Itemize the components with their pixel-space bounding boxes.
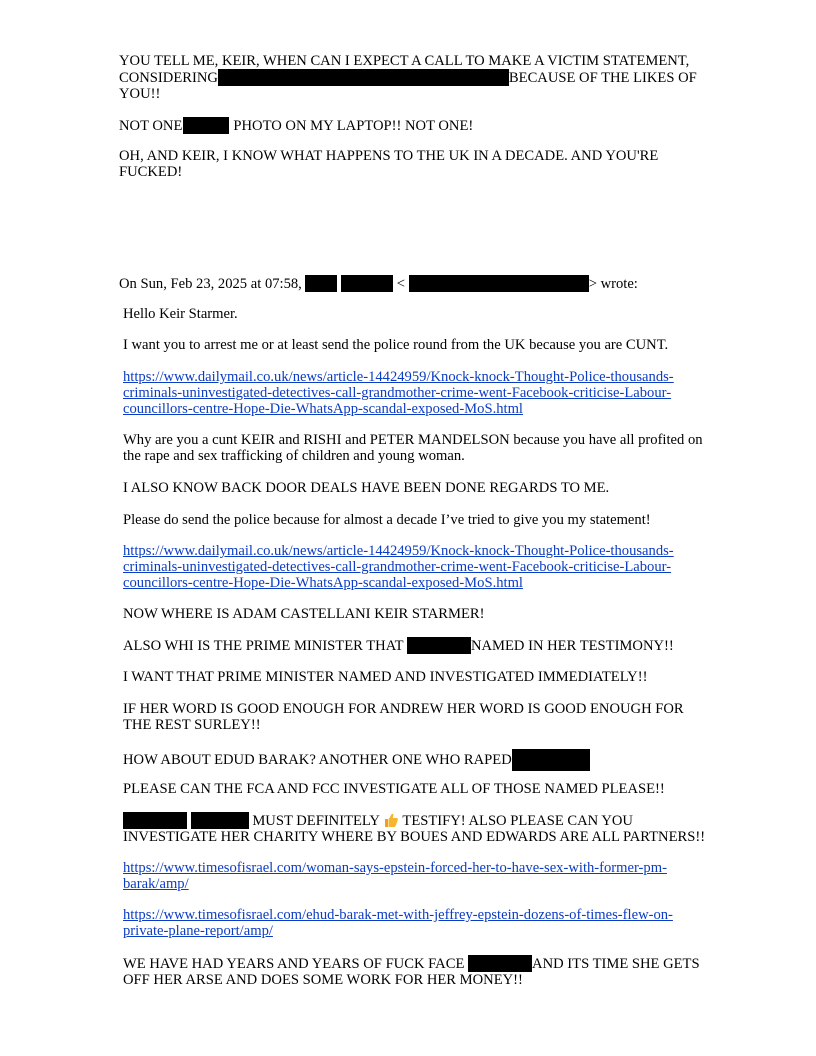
dailymail-link-2[interactable] — [123, 543, 674, 591]
fca-paragraph: PLEASE CAN THE FCA AND FCC INVESTIGATE ALL OF THOSE NAMED PLEASE!! — [123, 781, 665, 797]
link-line[interactable]: https://www.timesofisrael.com/woman-says-epstein-forced-her-to-have-sex-with-former-pm- — [123, 860, 667, 876]
text-line: YOU TELL ME, KEIR, WHEN CAN I EXPECT A CALL TO MAKE A VICTIM STATEMENT, — [119, 53, 690, 69]
thumbs-up-icon — [383, 812, 399, 828]
word-paragraph — [123, 701, 684, 733]
redaction-box — [407, 637, 471, 654]
link-line[interactable]: councillors-centre-Hope-Die-WhatsApp-scandal-exposed-MoS.html — [123, 575, 523, 591]
text-line: Why are you a cunt KEIR and RISHI and PETER MANDELSON because you have all profited on — [123, 432, 703, 448]
redaction-box — [409, 275, 589, 292]
timesofisrael-link-2[interactable] — [123, 907, 673, 939]
link-line[interactable]: councillors-centre-Hope-Die-WhatsApp-scandal-exposed-MoS.html — [123, 401, 523, 417]
text-fragment: NAMED IN HER TESTIMONY!! — [470, 638, 674, 654]
link-line[interactable]: criminals-uninvestigated-detectives-call-grandmother-crime-went-Facebook-criticise-Labour- — [123, 559, 672, 575]
redaction-box — [468, 955, 532, 972]
timesofisrael-link-1[interactable] — [123, 860, 667, 892]
text-line: FUCKED! — [119, 164, 183, 180]
text-line: OH, AND KEIR, I KNOW WHAT HAPPENS TO THE UK IN A DECADE. AND YOU'RE — [119, 148, 659, 164]
link-line[interactable]: criminals-uninvestigated-detectives-call-grandmother-crime-went-Facebook-criticise-Labour- — [123, 385, 672, 401]
link-line[interactable]: private-plane-report/amp/ — [123, 923, 273, 939]
please-paragraph: Please do send the police because for almost a decade I’ve tried to give you my statement! — [123, 512, 651, 528]
text-line: IF HER WORD IS GOOD ENOUGH FOR ANDREW HER WORD IS GOOD ENOUGH FOR — [123, 701, 684, 717]
backdoor-paragraph: I ALSO KNOW BACK DOOR DEALS HAVE BEEN DONE REGARDS TO ME. — [123, 480, 610, 496]
redaction-box — [183, 117, 229, 134]
text-line: YOU!! — [119, 86, 161, 102]
text-line — [123, 812, 705, 829]
text-fragment: < — [396, 276, 406, 292]
link-line[interactable]: barak/amp/ — [123, 876, 189, 892]
reply-paragraph-1 — [119, 53, 697, 102]
redaction-box — [512, 749, 590, 771]
text-line: the rape and sex trafficking of children and young woman. — [123, 448, 465, 464]
adam-paragraph: NOW WHERE IS ADAM CASTELLANI KEIR STARMER! — [123, 606, 485, 622]
text-fragment: ALSO WHI IS THE PRIME MINISTER THAT — [123, 638, 404, 654]
text-fragment: AND ITS TIME SHE GETS — [532, 956, 700, 972]
text-line — [119, 69, 697, 86]
text-fragment: MUST DEFINITELY — [252, 813, 380, 829]
link-line[interactable]: https://www.dailymail.co.uk/news/article-14424959/Knock-knock-Thought-Police-thousands- — [123, 369, 674, 385]
greeting: Hello Keir Starmer. — [123, 306, 238, 322]
link-line[interactable]: https://www.dailymail.co.uk/news/article-14424959/Knock-knock-Thought-Police-thousands- — [123, 543, 674, 559]
reply-paragraph-3 — [119, 148, 658, 180]
redaction-box — [305, 275, 337, 292]
text-fragment: HOW ABOUT EDUD BARAK? ANOTHER ONE WHO RAPED — [123, 752, 512, 768]
dailymail-link-1[interactable] — [123, 369, 674, 417]
text-line: THE REST SURLEY!! — [123, 717, 261, 733]
text-fragment: BECAUSE OF THE LIKES OF — [508, 70, 697, 86]
years-paragraph — [123, 955, 700, 988]
text-line: INVESTIGATE HER CHARITY WHERE BY BOUES AND EDWARDS ARE ALL PARTNERS!! — [123, 829, 706, 845]
prime-minister-paragraph — [123, 637, 674, 654]
text-line — [123, 955, 700, 972]
reply-paragraph-2 — [119, 117, 473, 134]
barak-paragraph — [123, 749, 590, 771]
text-fragment: CONSIDERING — [119, 70, 218, 86]
text-fragment: PHOTO ON MY LAPTOP!! NOT ONE! — [233, 118, 474, 134]
testify-paragraph — [123, 812, 705, 845]
redaction-box — [191, 812, 249, 829]
redaction-box — [341, 275, 393, 292]
link-line[interactable]: https://www.timesofisrael.com/ehud-barak-met-with-jeffrey-epstein-dozens-of-times-flew-on- — [123, 907, 673, 923]
arrest-paragraph: I want you to arrest me or at least send the police round from the UK because you are CUNT. — [123, 337, 669, 353]
text-fragment: TESTIFY! ALSO PLEASE CAN YOU — [402, 813, 633, 829]
why-paragraph — [123, 432, 703, 464]
quote-header — [119, 275, 638, 292]
redaction-box — [218, 69, 509, 86]
quote-header-date: On Sun, Feb 23, 2025 at 07:58, — [119, 276, 302, 292]
want-paragraph: I WANT THAT PRIME MINISTER NAMED AND INVESTIGATED IMMEDIATELY!! — [123, 669, 648, 685]
text-line: OFF HER ARSE AND DOES SOME WORK FOR HER MONEY!! — [123, 972, 523, 988]
text-fragment: NOT ONE — [119, 118, 183, 134]
redaction-box — [123, 812, 187, 829]
text-fragment: > wrote: — [588, 276, 638, 292]
text-fragment: WE HAVE HAD YEARS AND YEARS OF FUCK FACE — [123, 956, 465, 972]
